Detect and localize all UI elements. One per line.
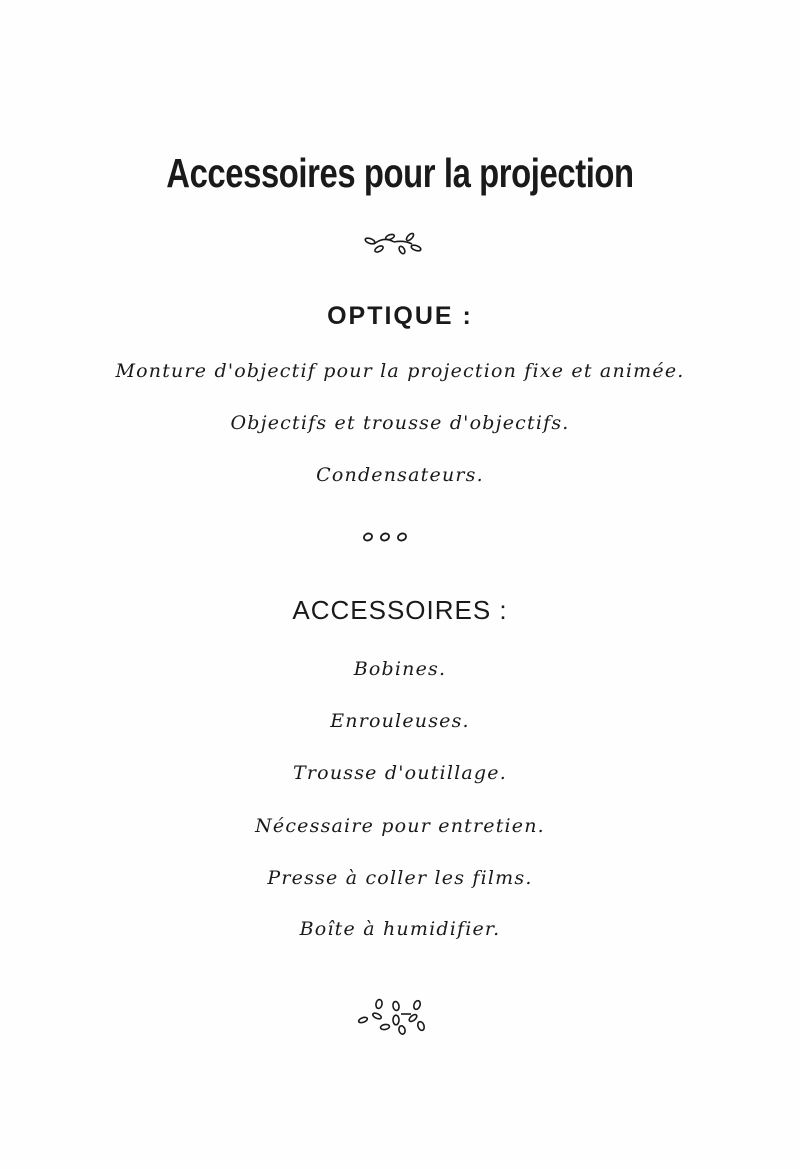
list-item: Monture d'objectif pour la projection fixe et animée. bbox=[115, 360, 685, 382]
section-heading-optique: OPTIQUE : bbox=[327, 302, 473, 330]
section-heading-accessoires: ACCESSOIRES : bbox=[292, 595, 508, 625]
page-title: Accessoires pour la projection bbox=[166, 150, 634, 196]
leaf-cluster-ornament-icon bbox=[355, 996, 431, 1038]
list-item: Condensateurs. bbox=[316, 464, 484, 486]
list-item: Boîte à humidifier. bbox=[299, 918, 501, 940]
list-item: Bobines. bbox=[353, 658, 447, 680]
list-item: Nécessaire pour entretien. bbox=[255, 815, 545, 837]
list-item: Objectifs et trousse d'objectifs. bbox=[230, 412, 570, 434]
list-item: Presse à coller les films. bbox=[267, 867, 533, 889]
list-item: Enrouleuses. bbox=[330, 710, 470, 732]
leaf-ornament-icon bbox=[360, 230, 426, 258]
list-item: Trousse d'outillage. bbox=[293, 762, 507, 784]
circle-ornament-icon bbox=[360, 529, 410, 545]
